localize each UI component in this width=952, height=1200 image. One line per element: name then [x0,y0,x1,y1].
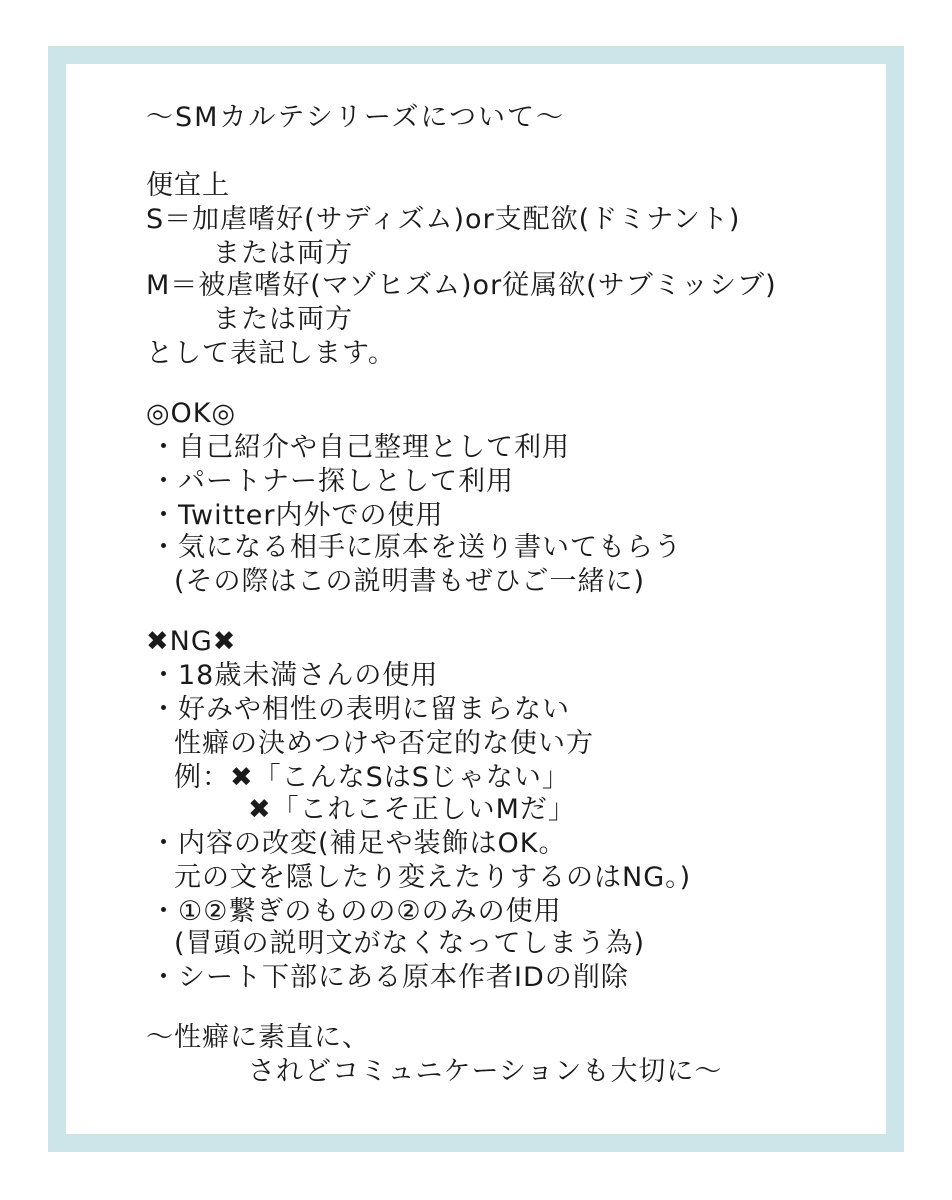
ng-item: ・内容の改変(補足や装飾はOK。 [150,828,567,859]
footer-line-2: されどコミュニケーションも大切に〜 [248,1056,723,1087]
definitions-closing: として表記します。 [146,338,396,369]
ok-note: (その際はこの説明書もぜひご一緒に) [174,566,646,597]
definition-s-sub: または両方 [213,238,353,269]
ng-heading: ✖NG✖ [146,626,237,657]
definition-s: S＝加虐嗜好(サディズム)or支配欲(ドミナント) [146,204,741,235]
ok-item: ・Twitter内外での使用 [150,500,444,531]
ok-item: ・パートナー探しとして利用 [150,466,514,497]
ng-item: ・好みや相性の表明に留まらない [150,694,570,725]
ng-item-continuation: (冒頭の説明文がなくなってしまう為) [174,928,646,959]
definition-m-sub: または両方 [213,304,353,335]
ng-example: ✖「これこそ正しいMだ」 [248,794,576,825]
ng-item: ・18歳未満さんの使用 [150,660,439,691]
ng-item-continuation: 元の文を隠したり変えたりするのはNG。) [174,862,692,893]
definitions-heading: 便宜上 [146,170,230,201]
ok-item: ・気になる相手に原本を送り書いてもらう [150,532,682,563]
footer-line-1: 〜性癖に素直に、 [146,1022,370,1053]
ng-item-continuation: 性癖の決めつけや否定的な使い方 [174,728,594,759]
ng-item: ・シート下部にある原本作者IDの削除 [150,962,629,993]
ng-item: ・①②繋ぎのものの②のみの使用 [150,896,562,927]
page-title: 〜SMカルテシリーズについて〜 [146,102,566,133]
ok-item: ・自己紹介や自己整理として利用 [150,432,570,463]
definition-m: M＝被虐嗜好(マゾヒズム)or従属欲(サブミッシブ) [146,270,777,301]
ok-heading: ◎OK◎ [146,398,237,429]
ng-example: 例：✖「こんなSはSじゃない」 [174,762,570,793]
